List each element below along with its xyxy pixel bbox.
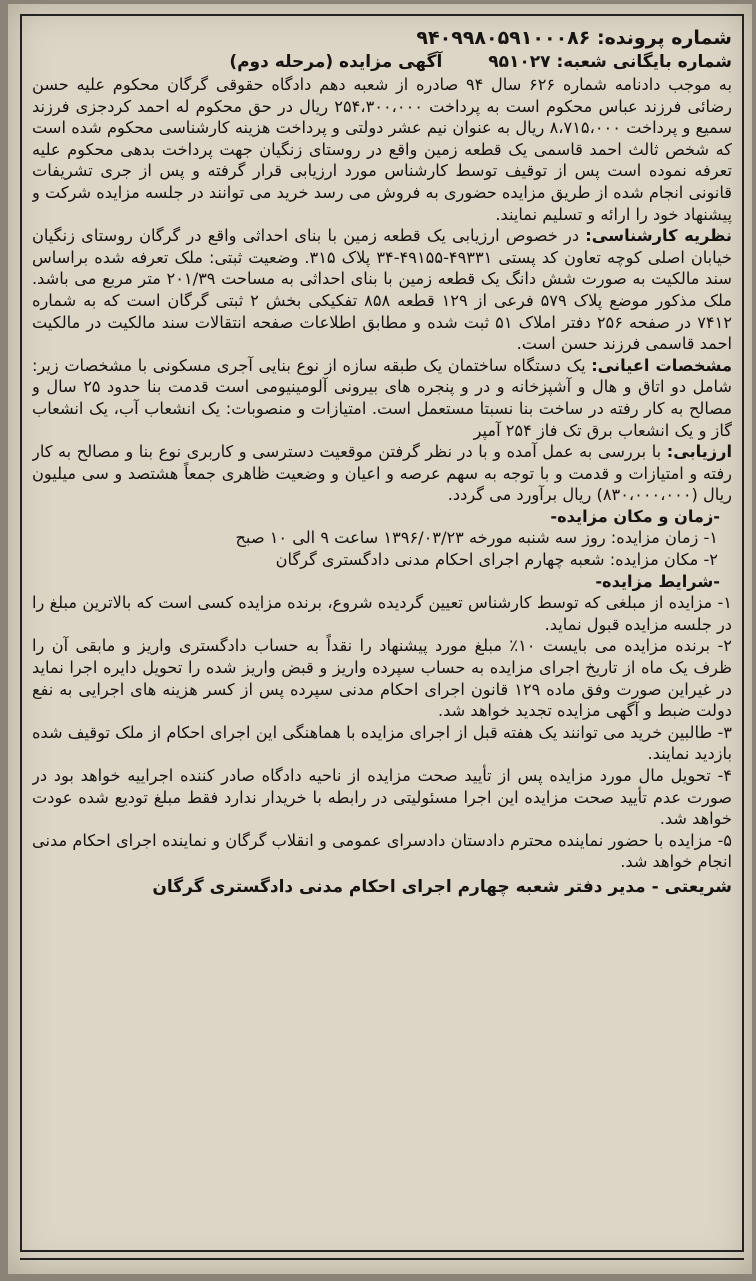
condition-item: ۲- برنده مزایده می بایست ۱۰٪ مبلغ مورد پیشنهاد را نقداً به حساب دادگستری واریز و مابقی آن را ظرف یک ماه از تاریخ اجرای مزایده به حساب سپرده واریز و قبض واریز شده را تحویل دایره اجرا نماید در غیراین صورت وفق ماده ۱۲۹ قانون اجرای احکام مدنی سپرده پس از کسر هزینه های اجرایی به نفع دولت ضبط و آگهی مزایده تجدید خواهد شد. bbox=[32, 636, 732, 721]
condition-item: ۴- تحویل مال مورد مزایده پس از تأیید صحت مزایده از ناحیه دادگاه صادر کننده اجراییه خواهد بود در صورت عدم تأیید صحت مزایده این اجرا مسئولیتی در رابطه با خریدار ندارد فقط مبلغ تودیع شده عودت خواهد شد. bbox=[32, 766, 732, 829]
valuation-text: با بررسی به عمل آمده و با در نظر گرفتن موقعیت دسترسی و کاربری نوع بنا و مصالح به کار رفته و امتیازات و قدمت و با توجه به سهم عرصه و اعیان و وضعیت ظاهری جمعاً هشتصد و سی میلیون ریال (۸۳۰،۰۰۰،۰۰۰) ریال برآورد می گردد. bbox=[32, 442, 732, 505]
conditions-header: -شرایط مزایده- bbox=[595, 571, 720, 591]
specs-label: مشخصات اعیانی: bbox=[591, 355, 732, 375]
valuation bbox=[32, 441, 732, 506]
valuation-label: ارزیابی: bbox=[666, 442, 732, 462]
expert-text: در خصوص ارزیابی یک قطعه زمین با بنای احداثی واقع در گرگان روستای زنگیان خیابان اصلی کوچه تعاون کد پستی ۴۹۳۳۱-۴۹۱۵۵-۳۴ پلاک ۳۱۵. وضعیت ثبتی: ملک تعرفه شده براساس سند مالکیت به صورت شش دانگ یک قطعه زمین با بنای احداثی به مساحت ۲۰۱/۳۹ متر مربع می باشد. ملک مذکور موضع پلاک ۵۷۹ فرعی از ۱۲۹ قطعه ۸۵۸ تفکیکی بخش ۲ ثبتی گرگان است که به شماره ۷۴۱۲ در صفحه ۲۵۶ دفتر املاک ۵۱ ثبت شده و مطابق اطلاعات صفحه انتقالات سند مالکیت در مالکیت احمد قاسمی فرزند حسن است. bbox=[32, 226, 732, 354]
notice-title: آگهی مزایده (مرحله دوم) bbox=[229, 52, 443, 72]
notice-frame bbox=[20, 14, 744, 1252]
notice-content bbox=[32, 26, 732, 1244]
intro-paragraph: به موجب دادنامه شماره ۶۲۶ سال ۹۴ صادره از شعبه دهم دادگاه حقوقی گرگان محکوم علیه حسن رضائی فرزند عباس محکوم است به پرداخت ۲۵۴،۳۰۰،۰۰۰ ریال در حق محکوم له احمد کردجزی فرزند سمیع و پرداخت ۸،۷۱۵،۰۰۰ ریال به عنوان نیم عشر دولتی و پرداخت هزینه کارشناسی محکوم شده است که شخص ثالث احمد قاسمی یک قطعه زمین واقع در روستای زنگیان جهت پرداخت بدهی محکوم علیه تعرفه نموده است پس از توقیف توسط کارشناس مورد ارزیابی قرار گرفته و پس از جری تشریفات قانونی انجام شده از طریق مزایده حضوری به فروش می رسد خرید می توانند در جلسه مزایده شرکت و پیشنهاد خود را ارائه و تسلیم نمایند. bbox=[32, 75, 732, 224]
file-number: شماره پرونده: ۹۴۰۹۹۸۰۵۹۱۰۰۰۸۶ bbox=[416, 27, 732, 49]
archive-number: شماره بایگانی شعبه: ۹۵۱۰۲۷ bbox=[488, 52, 732, 72]
time-place-header: -زمان و مکان مزایده- bbox=[550, 506, 720, 526]
condition-item: ۳- طالبین خرید می توانند یک هفته قبل از اجرای مزایده با هماهنگی این اجرای احکام از ملک توقیف شده بازدید نمایند. bbox=[32, 722, 732, 764]
signature: شریعتی - مدیر دفتر شعبه چهارم اجرای احکام مدنی دادگستری گرگان bbox=[152, 876, 732, 897]
specs-text: یک دستگاه ساختمان یک طبقه سازه از نوع بنایی آجری مسکونی با مشخصات زیر: شامل دو اتاق و هال و آشپزخانه و در و پنجره های بیرونی آلومینیومی است قدمت بنا حدود ۲۵ سال و مصالح به کار رفته در ساخت بنا نسبتا مستعمل است. امتیازات و منصوبات: یک انشعاب آب، یک انشعاب گاز و یک انشعاب برق تک فاز ۲۵۴ آمپر bbox=[32, 355, 732, 440]
expert-label: نظریه کارشناسی: bbox=[585, 226, 732, 246]
newspaper-clipping bbox=[8, 4, 752, 1274]
condition-item: ۵- مزایده با حضور نماینده محترم دادستان دادسرای عمومی و انقلاب گرگان و نماینده اجرای احکام مدنی انجام خواهد شد. bbox=[32, 830, 732, 872]
auction-time: ۱- زمان مزایده: روز سه شنبه مورخه ۱۳۹۶/۰۳/۲۳ ساعت ۹ الی ۱۰ صبح bbox=[235, 528, 718, 548]
expert-opinion bbox=[32, 225, 732, 355]
auction-place: ۲- مکان مزایده: شعبه چهارم اجرای احکام مدنی دادگستری گرگان bbox=[275, 550, 718, 570]
header-line bbox=[32, 50, 732, 74]
building-specs bbox=[32, 355, 732, 441]
condition-item: ۱- مزایده از مبلغی که توسط کارشناس تعیین گردیده شروع، برنده مزایده کسی است که بالاترین مبلغ را در جلسه مزایده قبول نماید. bbox=[32, 593, 732, 634]
bottom-rule bbox=[20, 1258, 744, 1266]
